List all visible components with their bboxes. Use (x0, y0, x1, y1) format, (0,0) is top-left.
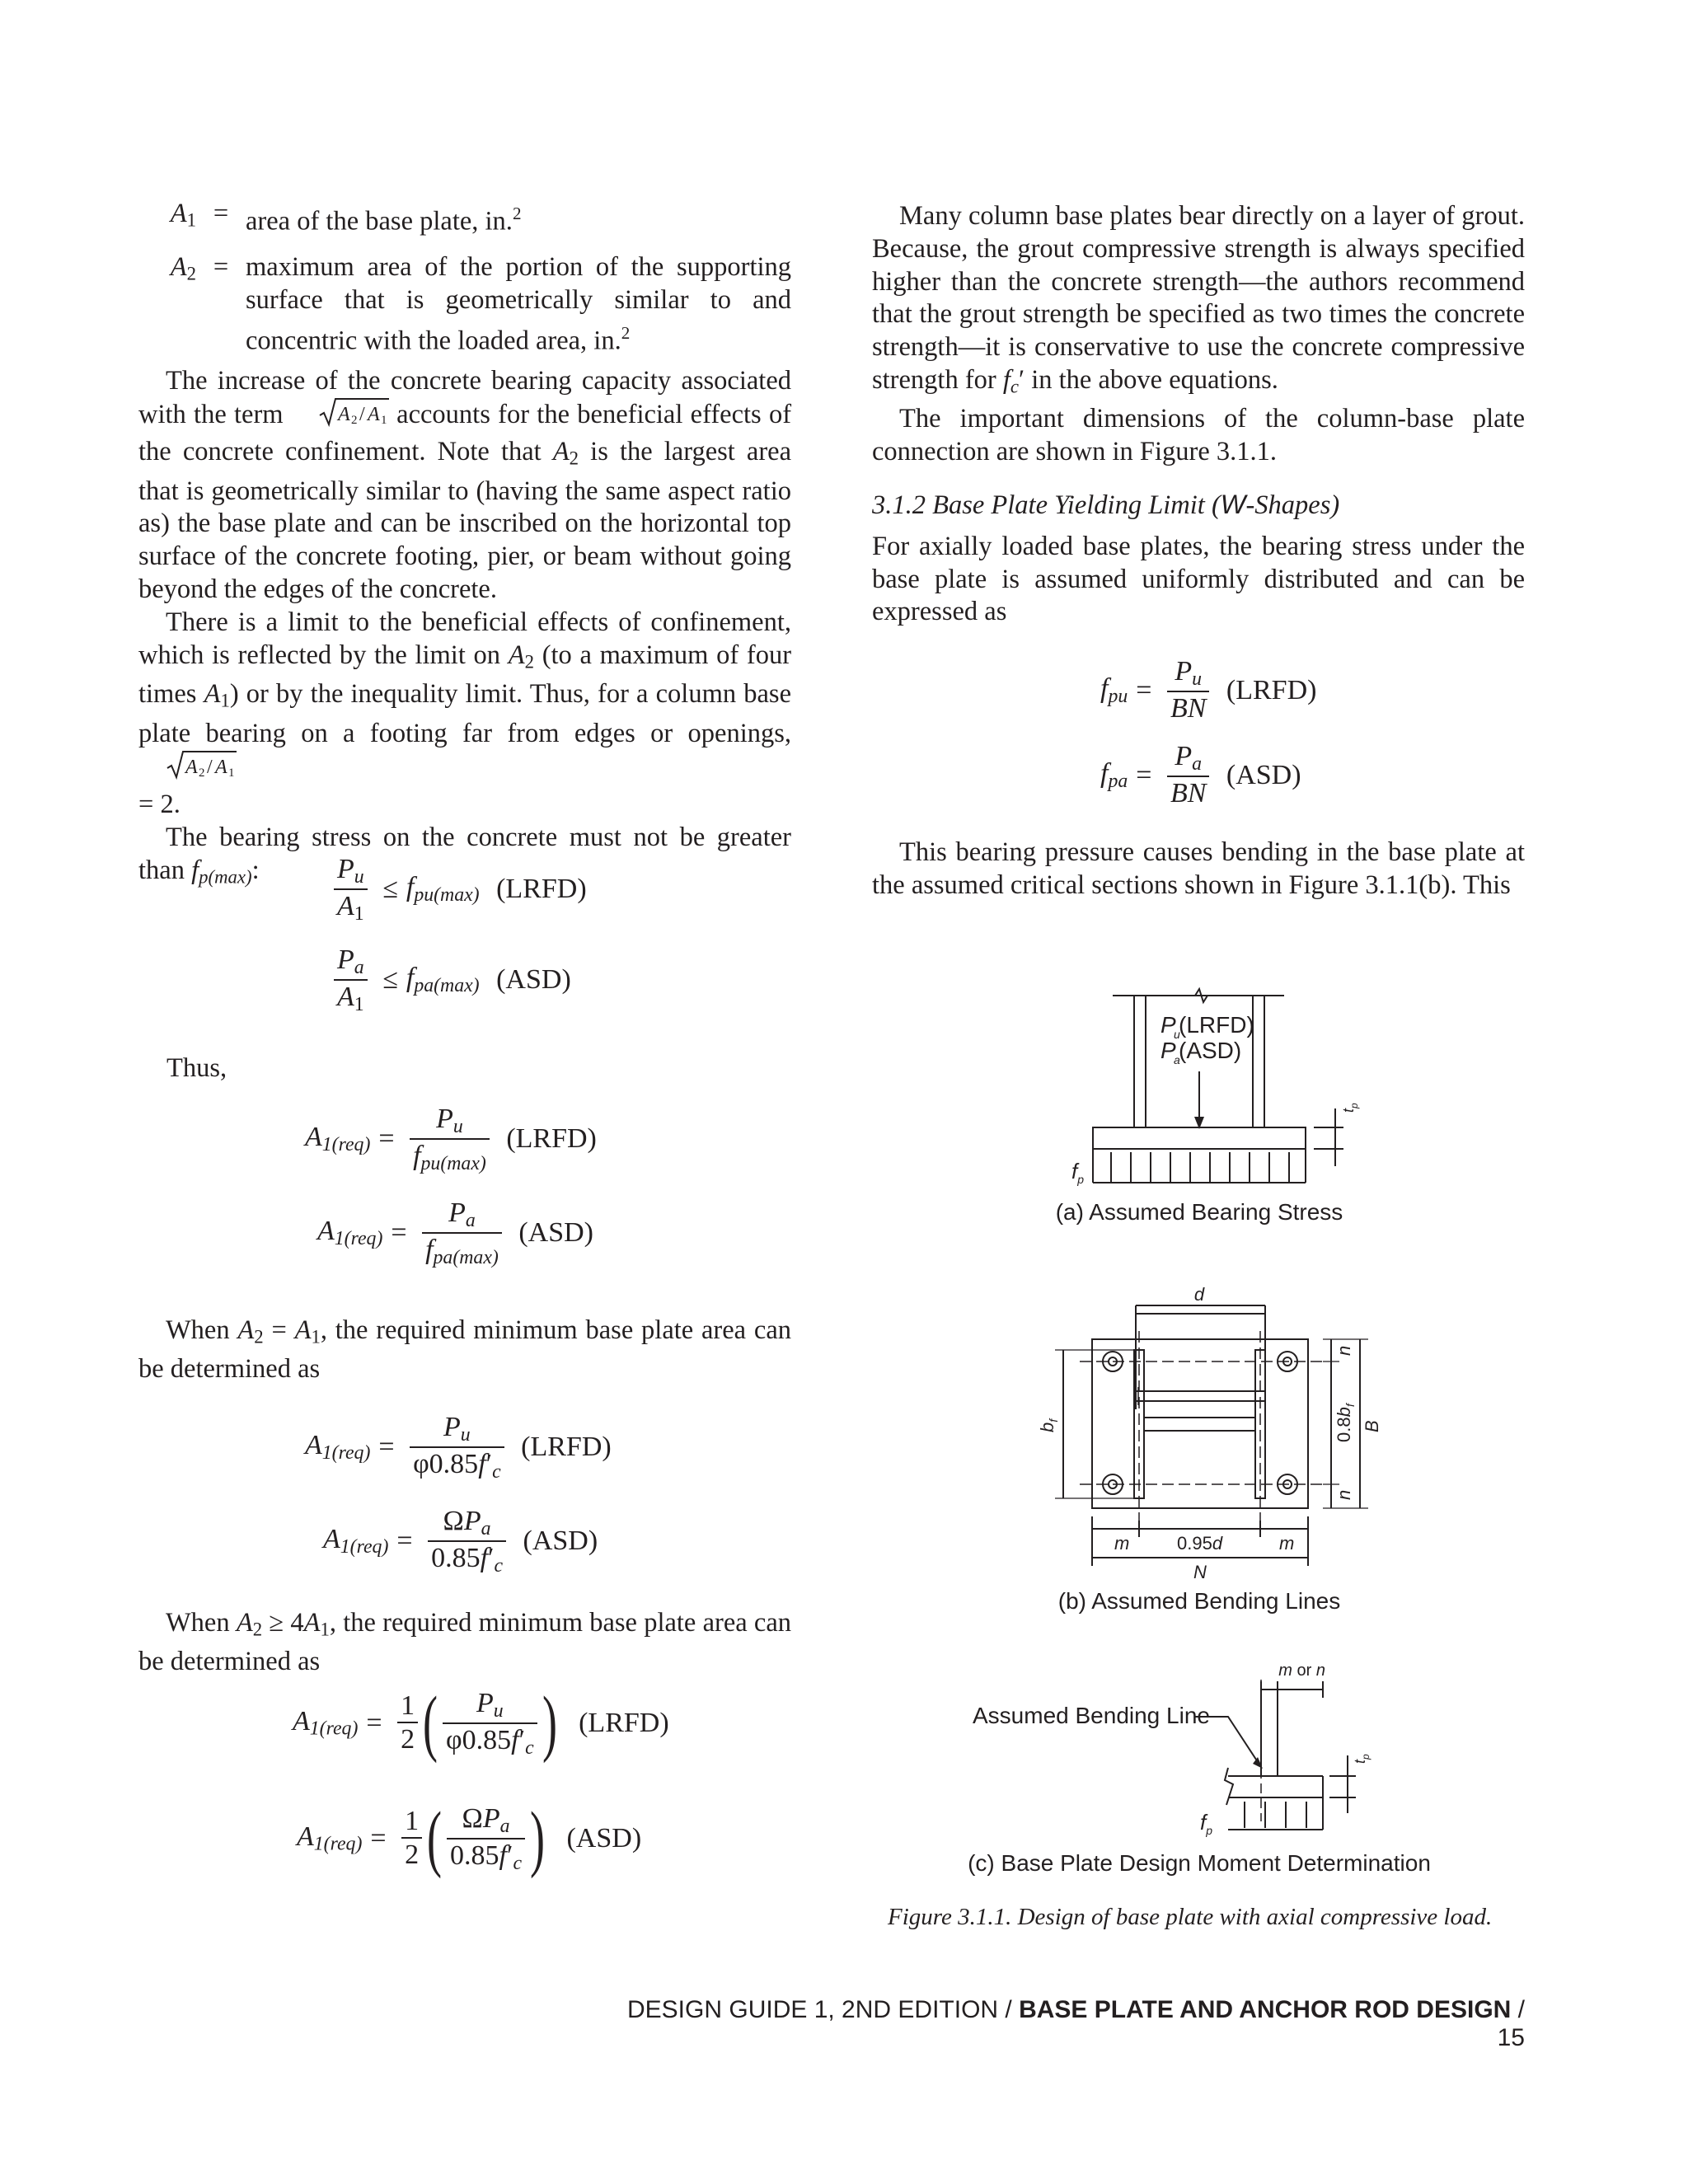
paragraph-bending: This bearing pressure causes bending in the base plate at the assumed critical sections shown in Figure 3.1.1(b). This (872, 837, 1525, 900)
caption-c: (c) Base Plate Design Moment Determination (968, 1850, 1431, 1876)
figure-3-1-1 (948, 981, 1459, 1896)
svg-text:d: d (1193, 1284, 1205, 1305)
svg-text:m: m (1114, 1533, 1130, 1554)
svg-text:a: a (1174, 1053, 1180, 1066)
svg-text:A: A (367, 404, 380, 426)
left-column (138, 198, 791, 893)
caption-a: (a) Assumed Bearing Stress (1055, 1199, 1343, 1225)
svg-text:(LRFD): (LRFD) (1179, 1012, 1254, 1038)
equation-fpa: fpa = $\frac{Pa}{BN}$ (ASD) (1100, 741, 1301, 809)
equation-areq-lrfd-1: A1(req) = $\frac{Pu}{\text{fpu(max)}}$ (LRFD) (305, 1104, 597, 1175)
svg-text:/: / (207, 757, 213, 779)
svg-text:0.95d: 0.95d (1177, 1533, 1223, 1554)
svg-text:tp: $t_p$ (1340, 1103, 1360, 1113)
svg-text:0.8bf: $0.8b_f$ (1334, 1404, 1357, 1442)
page-footer: DESIGN GUIDE 1, 2ND EDITION / BASE PLATE AND ANCHOR ROD DESIGN / 15 (627, 1996, 1525, 2051)
svg-text:N: N (1193, 1562, 1207, 1582)
equation-areq-asd-3: A1(req) = $\frac{1}{2}$ ( $\frac{\text{ΩPa}}{0.85f'c}$ ) (ASD) (297, 1797, 642, 1879)
svg-text:A: A (337, 404, 350, 426)
section-heading: 3.1.2 Base Plate Yielding Limit (W-Shapes) (872, 490, 1340, 521)
svg-text:/: / (359, 404, 365, 426)
caption-b: (b) Assumed Bending Lines (1057, 1588, 1341, 1614)
svg-text:fp: $f_p$ (1071, 1159, 1085, 1186)
equation-areq-asd-1: A1(req) = $\frac{Pa}{\text{fpa(max)}}$ (ASD) (317, 1197, 593, 1269)
thus-label: Thus, (166, 1053, 227, 1083)
svg-text:P: P (1160, 1012, 1176, 1038)
svg-text:n: n (1334, 1345, 1354, 1356)
svg-text:u: u (1174, 1028, 1180, 1041)
bending-line-label: Assumed Bending Line (973, 1703, 1210, 1728)
equation-areq-asd-2: A1(req) = $\frac{\text{ΩPa}}{0.85f'c}$ (ASD) (323, 1506, 598, 1577)
paragraph-a2-geq-4a1: When $A_2 \ge 4A_1$, the required minimum base plate area can be determined as (138, 1608, 792, 1677)
paragraph-confinement: The increase of the concrete bearing capacity associated with the term A 2 / A 1 accounts for the beneficial effects of the concrete confinement. Note that $A_2$ is the largest area that is geometrically similar to (having the same aspect ratio as) the base plate and can be inscribed on the horizontal top surface of the concrete footing, pier, or beam without going beyond the edges of the concrete. (138, 365, 792, 604)
equation-areq-lrfd-3: A1(req) = $\frac{1}{2}$ ( $\frac{Pu}{\varphi 0.85f'c}$ ) (LRFD) (293, 1682, 669, 1764)
svg-text:1: 1 (380, 414, 387, 428)
svg-text:B: B (1362, 1420, 1382, 1432)
svg-text:A: A (215, 757, 227, 779)
svg-text:2: 2 (199, 766, 205, 780)
svg-text:(ASD): (ASD) (1179, 1038, 1242, 1063)
svg-text:m or n: m or n (1278, 1661, 1325, 1680)
svg-text:P: P (1160, 1038, 1176, 1063)
paragraph-bearing-stress: The bearing stress on the concrete must not be greater than fp(max): (138, 822, 791, 888)
sqrt-expression (291, 397, 389, 436)
right-column (872, 200, 1525, 629)
equation-areq-lrfd-2: A1(req) = $\frac{Pu}{\varphi 0.85f'c}$ (LRFD) (305, 1412, 612, 1483)
paragraph-grout: Many column base plates bear directly on a layer of grout. Because, the grout compressive strength is always specified higher than the concrete strength—the authors recommend that the grout strength be specified as two times the concrete strength—it is conservative to use the concrete compressive strength for fc′ in the above equations. (872, 201, 1525, 397)
paragraph-a2-equals-a1: When $A_2 = A_1$, the required minimum base plate area can be determined as (138, 1315, 791, 1385)
svg-text:n: n (1334, 1489, 1354, 1500)
paragraph-axially-loaded: For axially loaded base plates, the bearing stress under the base plate is assumed uniformly distributed and can be expressed as (872, 531, 1525, 627)
definition-a2: $A_2$ = maximum area of the portion of the supporting surface that is geometrically similar to and concentric with the loaded area, in.$^2$ (170, 252, 791, 356)
figure-caption: Figure 3.1.1. Design of base plate with axial compressive load. (888, 1904, 1493, 1930)
svg-text:fp: $f_p$ (1200, 1810, 1213, 1837)
equation-bearing-asd: $\frac{Pa}{A_1}$ ≤ fpa(max) (ASD) (334, 944, 571, 1017)
paragraph-limit: There is a limit to the beneficial effects of confinement, which is reflected by the limit on $A_2$ (to a maximum of four times $A_1$) or by the inequality limit. Thus, for a column base plate bearing on a footing far from edges or openings, A 2 / A 1 = 2. (138, 607, 792, 820)
svg-text:1: 1 (228, 766, 235, 780)
equation-bearing-lrfd: $\frac{Pu}{A_1}$ ≤ fpu(max) (LRFD) (334, 853, 587, 926)
svg-text:A: A (185, 757, 198, 779)
paragraph-dimensions: The important dimensions of the column-base plate connection are shown in Figure 3.1.1. (872, 404, 1525, 467)
equation-fpu: fpu = $\frac{Pu}{BN}$ (LRFD) (1100, 656, 1317, 724)
svg-text:2: 2 (350, 414, 358, 428)
svg-text:bf: $b_f$ (1037, 1418, 1060, 1432)
definition-a1: $A_1$ = area of the base plate, in.$^2$ (170, 199, 522, 237)
bearing-stress-arrows (1111, 1152, 1289, 1182)
svg-text:m: m (1279, 1533, 1295, 1554)
svg-text:tp: $t_p$ (1352, 1754, 1372, 1764)
